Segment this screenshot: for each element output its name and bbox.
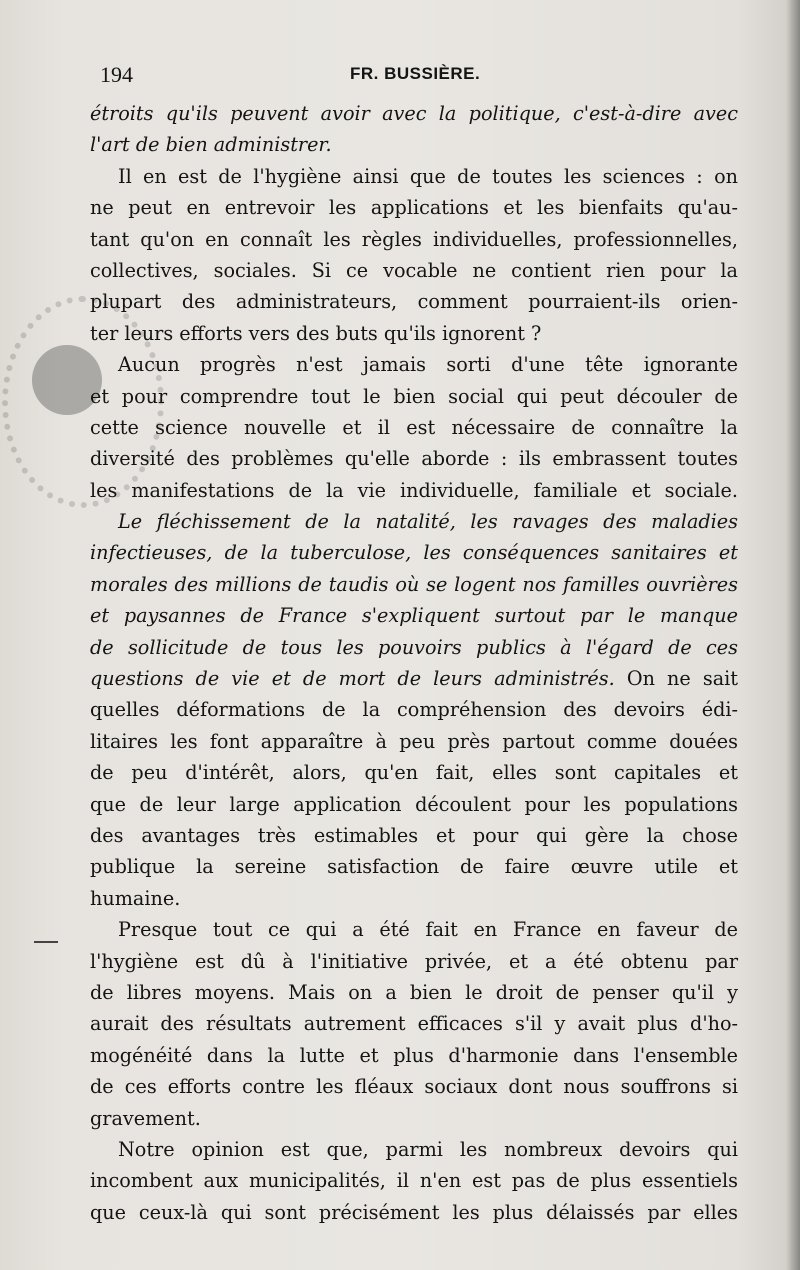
text-line: humaine. bbox=[90, 886, 181, 910]
text-line: l'hygiène est dû à l'initiative privée, et a été obtenu par bbox=[90, 949, 738, 973]
spine-shadow bbox=[786, 0, 800, 1270]
text-line: tant qu'on en connaît les règles individuelles, professionnelles, bbox=[90, 227, 738, 251]
text-line: que de leur large application découlent pour les populations bbox=[90, 792, 738, 816]
text-line: incombent aux municipalités, il n'en est pas de plus essentiels bbox=[90, 1169, 738, 1193]
text-line bbox=[90, 663, 738, 694]
text-line: morales des millions de taudis où se logent nos familles ouvrières bbox=[90, 572, 738, 596]
text-line: gravement. bbox=[90, 1106, 201, 1130]
text-line: aurait des résultats autrement efficaces s'il y avait plus d'ho- bbox=[90, 1012, 738, 1036]
page-number: 194 bbox=[100, 62, 133, 87]
text-line: et pour comprendre tout le bien social qui peut découler de bbox=[90, 384, 738, 408]
page-header bbox=[100, 62, 740, 92]
text-line: des avantages très estimables et pour qui gère la chose bbox=[90, 823, 738, 847]
text-line: mogénéité dans la lutte et plus d'harmonie dans l'ensemble bbox=[90, 1043, 738, 1067]
text-line: que ceux-là qui sont précisément les plus délaissés par elles bbox=[90, 1200, 738, 1224]
text-line: infectieuses, de la tuberculose, les conséquences sanitaires et bbox=[90, 541, 738, 565]
text-line: les manifestations de la vie individuelle, familiale et sociale. bbox=[90, 478, 738, 502]
text-line: Aucun progrès n'est jamais sorti d'une tête ignorante bbox=[118, 353, 738, 377]
text-line: Notre opinion est que, parmi les nombreux devoirs qui bbox=[118, 1137, 738, 1161]
text-line: ter leurs efforts vers des buts qu'ils ignorent ? bbox=[90, 321, 542, 345]
text-line-roman-part: On ne sait bbox=[626, 667, 738, 691]
text-line: ne peut en entrevoir les applications et les bienfaits qu'au- bbox=[90, 196, 738, 220]
text-line: de peu d'intérêt, alors, qu'en fait, elles sont capitales et bbox=[90, 761, 738, 785]
text-line: quelles déformations de la compréhension des devoirs édi- bbox=[90, 698, 738, 722]
running-head: FR. BUSSIÈRE. bbox=[350, 64, 481, 83]
text-line: et paysannes de France s'expliquent surtout par le manque bbox=[90, 604, 738, 628]
body-text bbox=[90, 98, 738, 1228]
text-line-italic-part: questions de vie et de mort de leurs administrés. bbox=[90, 667, 615, 691]
text-line: étroits qu'ils peuvent avoir avec la politique, c'est-à-dire avec bbox=[90, 102, 738, 125]
text-line: l'art de bien administrer. bbox=[90, 133, 332, 157]
text-line: plupart des administrateurs, comment pourraient-ils orien- bbox=[90, 290, 738, 314]
text-line: de ces efforts contre les fléaux sociaux dont nous souffrons si bbox=[90, 1075, 738, 1099]
text-line: de sollicitude de tous les pouvoirs publics à l'égard de ces bbox=[90, 635, 738, 659]
text-line: diversité des problèmes qu'elle aborde : ils embrassent toutes bbox=[90, 447, 738, 471]
text-line: litaires les font apparaître à peu près partout comme douées bbox=[90, 729, 738, 753]
text-line: de libres moyens. Mais on a bien le droit de penser qu'il y bbox=[90, 980, 738, 1004]
text-line: Presque tout ce qui a été fait en France en faveur de bbox=[118, 918, 738, 942]
text-line: Il en est de l'hygiène ainsi que de toutes les sciences : on bbox=[118, 164, 738, 188]
text-line: Le fléchissement de la natalité, les ravages des maladies bbox=[118, 510, 738, 534]
margin-mark bbox=[34, 941, 58, 943]
text-line: collectives, sociales. Si ce vocable ne contient rien pour la bbox=[90, 258, 738, 282]
text-line: cette science nouvelle et il est nécessaire de connaître la bbox=[90, 415, 738, 439]
text-line: publique la sereine satisfaction de faire œuvre utile et bbox=[90, 855, 738, 879]
